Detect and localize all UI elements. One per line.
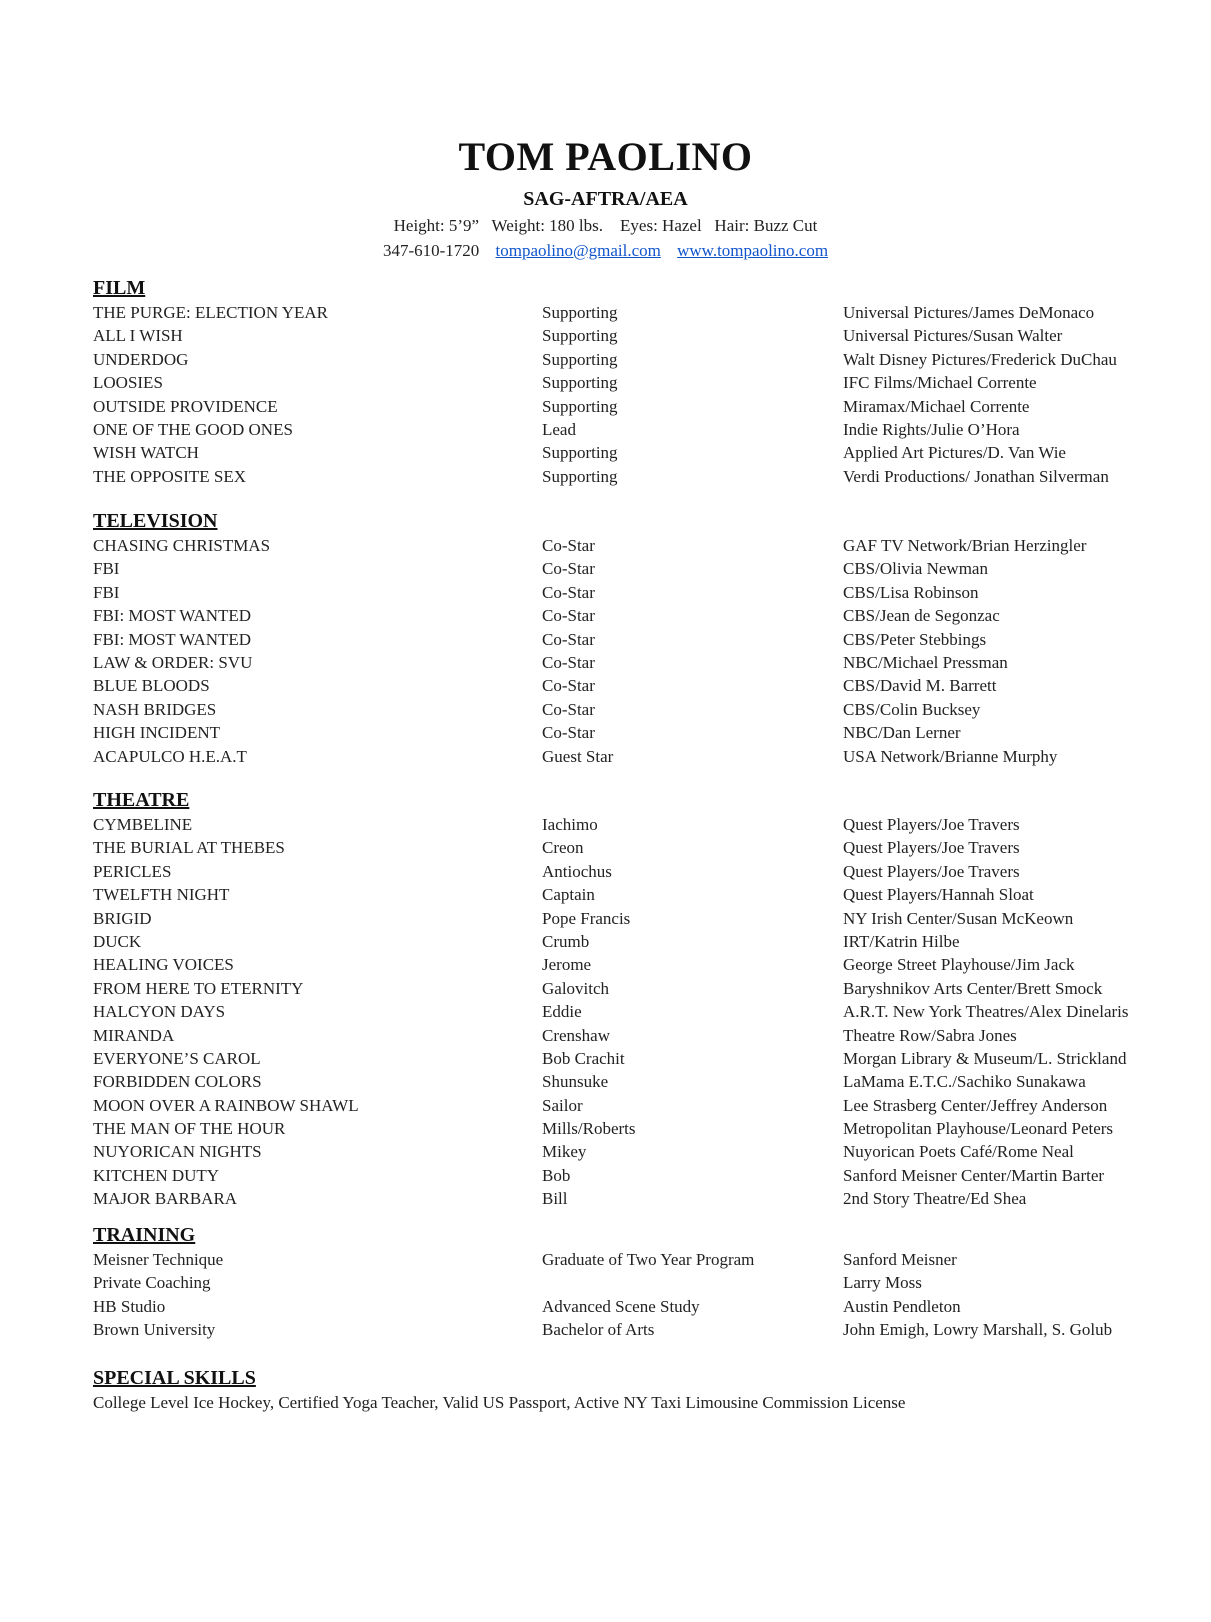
credit-title: MOON OVER A RAINBOW SHAWL bbox=[93, 1095, 359, 1115]
credit-company: CBS/David M. Barrett bbox=[843, 676, 997, 696]
credit-role: Eddie bbox=[542, 1002, 582, 1022]
credit-row bbox=[93, 1248, 1153, 1271]
credit-role: Co-Star bbox=[542, 699, 595, 719]
credit-role: Supporting bbox=[542, 396, 618, 416]
credit-role: Co-Star bbox=[542, 536, 595, 555]
credit-role: Galovitch bbox=[542, 978, 610, 998]
special-skills-section bbox=[93, 1366, 1153, 1415]
credit-row bbox=[93, 813, 1153, 836]
credit-row bbox=[93, 534, 1153, 557]
credit-row bbox=[93, 1271, 1153, 1294]
credit-row bbox=[93, 698, 1153, 721]
credit-role: Shunsuke bbox=[542, 1072, 609, 1092]
credit-company: Quest Players/Hannah Sloat bbox=[843, 885, 1034, 905]
credit-row bbox=[93, 1024, 1153, 1047]
credit-title: FROM HERE TO ETERNITY bbox=[93, 978, 304, 998]
training-section bbox=[93, 1223, 1153, 1342]
credit-title: LOOSIES bbox=[93, 373, 163, 393]
credit-title: BRIGID bbox=[93, 908, 152, 928]
credit-row bbox=[93, 674, 1153, 697]
credit-row bbox=[93, 348, 1153, 371]
credit-company: Metropolitan Playhouse/Leonard Peters bbox=[843, 1119, 1114, 1139]
section-title: TELEVISION bbox=[93, 510, 218, 532]
credit-role: Co-Star bbox=[542, 559, 595, 579]
credit-row bbox=[93, 465, 1153, 488]
credit-role: Co-Star bbox=[542, 723, 595, 743]
credit-company: CBS/Olivia Newman bbox=[843, 559, 988, 579]
phone-number: 347-610-1720 bbox=[382, 241, 480, 260]
credit-title: MAJOR BARBARA bbox=[93, 1189, 238, 1209]
credit-row bbox=[93, 441, 1153, 464]
credit-company: Theatre Row/Sabra Jones bbox=[843, 1025, 1017, 1045]
credit-role: Creon bbox=[542, 838, 584, 858]
credit-title: Brown University bbox=[93, 1320, 216, 1340]
credit-title: HB Studio bbox=[93, 1296, 166, 1316]
credit-row bbox=[93, 301, 1153, 324]
credit-row bbox=[93, 1117, 1153, 1140]
credit-title: OUTSIDE PROVIDENCE bbox=[93, 396, 278, 416]
credit-row bbox=[93, 557, 1153, 580]
credit-company: NBC/Dan Lerner bbox=[843, 723, 961, 743]
credit-title: HEALING VOICES bbox=[93, 955, 234, 975]
credit-row bbox=[93, 930, 1153, 953]
credit-role: Sailor bbox=[542, 1095, 583, 1115]
theatre-section bbox=[93, 788, 1153, 1211]
credit-role: Co-Star bbox=[542, 606, 595, 626]
credit-title: BLUE BLOODS bbox=[93, 676, 210, 696]
credit-company: George Street Playhouse/Jim Jack bbox=[843, 955, 1075, 975]
credit-row bbox=[93, 581, 1153, 604]
credit-title: Private Coaching bbox=[93, 1273, 211, 1293]
credit-role: Lead bbox=[542, 419, 576, 439]
credit-row bbox=[93, 860, 1153, 883]
credit-company: NY Irish Center/Susan McKeown bbox=[843, 908, 1074, 928]
credit-company: Baryshnikov Arts Center/Brett Smock bbox=[843, 978, 1103, 998]
actor-name: TOM PAOLINO bbox=[458, 134, 753, 179]
credit-company: USA Network/Brianne Murphy bbox=[843, 746, 1058, 766]
credit-role: Supporting bbox=[542, 349, 618, 369]
credit-title: HALCYON DAYS bbox=[93, 1002, 226, 1022]
credit-company: Miramax/Michael Corrente bbox=[843, 396, 1030, 416]
credit-row bbox=[93, 1070, 1153, 1093]
credit-title: TWELFTH NIGHT bbox=[93, 885, 230, 905]
credit-company: Lee Strasberg Center/Jeffrey Anderson bbox=[843, 1095, 1108, 1115]
email-link[interactable]: tompaolino@gmail.com bbox=[495, 241, 661, 260]
credit-row bbox=[93, 721, 1153, 744]
credit-role: Advanced Scene Study bbox=[542, 1296, 700, 1316]
credit-role: Supporting bbox=[542, 443, 618, 463]
contact-line bbox=[0, 241, 1211, 261]
credit-role: Crumb bbox=[542, 931, 590, 951]
credit-title: DUCK bbox=[93, 931, 142, 951]
television-section bbox=[93, 509, 1153, 768]
credit-row bbox=[93, 1164, 1153, 1187]
credit-title: THE MAN OF THE HOUR bbox=[93, 1119, 286, 1139]
credit-title: Meisner Technique bbox=[93, 1250, 224, 1269]
credit-company: Sanford Meisner Center/Martin Barter bbox=[843, 1165, 1105, 1185]
credit-role: Captain bbox=[542, 885, 595, 905]
credit-row bbox=[93, 604, 1153, 627]
credit-role: Bachelor of Arts bbox=[542, 1320, 655, 1340]
credit-company: CBS/Colin Bucksey bbox=[843, 699, 981, 719]
credit-company: Quest Players/Joe Travers bbox=[843, 861, 1020, 881]
credit-role: Pope Francis bbox=[542, 908, 631, 928]
credit-row bbox=[93, 907, 1153, 930]
credit-company: Nuyorican Poets Café/Rome Neal bbox=[843, 1142, 1074, 1162]
credit-company: CBS/Lisa Robinson bbox=[843, 582, 979, 602]
credit-role: Mikey bbox=[542, 1142, 587, 1162]
credit-role: Bob Crachit bbox=[542, 1048, 625, 1068]
credit-role: Bill bbox=[542, 1189, 568, 1209]
television-credits bbox=[93, 534, 1153, 768]
credit-company: CBS/Jean de Segonzac bbox=[843, 606, 1000, 626]
credit-title: ONE OF THE GOOD ONES bbox=[93, 419, 293, 439]
credit-role: Supporting bbox=[542, 326, 618, 346]
credit-role: Co-Star bbox=[542, 582, 595, 602]
credit-title: ALL I WISH bbox=[93, 326, 183, 346]
credit-company: NBC/Michael Pressman bbox=[843, 652, 1008, 672]
credit-company: John Emigh, Lowry Marshall, S. Golub bbox=[843, 1320, 1113, 1340]
credit-title: FBI bbox=[93, 582, 120, 602]
credit-title: CHASING CHRISTMAS bbox=[93, 536, 271, 555]
credit-title: LAW & ORDER: SVU bbox=[93, 652, 253, 672]
credit-company: Morgan Library & Museum/L. Strickland bbox=[843, 1048, 1127, 1068]
credit-role: Guest Star bbox=[542, 746, 614, 766]
credit-role: Antiochus bbox=[542, 861, 612, 881]
credit-title: THE PURGE: ELECTION YEAR bbox=[93, 303, 328, 322]
credit-role: Crenshaw bbox=[542, 1025, 610, 1045]
credit-company: Quest Players/Joe Travers bbox=[843, 815, 1020, 834]
credit-title: NUYORICAN NIGHTS bbox=[93, 1142, 262, 1162]
credit-title: UNDERDOG bbox=[93, 349, 189, 369]
credit-row bbox=[93, 883, 1153, 906]
physical-stats: Height: 5’9” Weight: 180 lbs. Eyes: Hazel Hair: Buzz Cut bbox=[393, 216, 818, 235]
credit-role: Graduate of Two Year Program bbox=[542, 1250, 755, 1269]
credit-title: ACAPULCO H.E.A.T bbox=[93, 746, 247, 766]
credit-row bbox=[93, 1094, 1153, 1117]
credit-role: Mills/Roberts bbox=[542, 1119, 636, 1139]
credit-role: Bob bbox=[542, 1165, 571, 1185]
credit-company: Walt Disney Pictures/Frederick DuChau bbox=[843, 349, 1117, 369]
credit-company: Austin Pendleton bbox=[843, 1296, 961, 1316]
credit-role: Supporting bbox=[542, 466, 618, 486]
credit-row bbox=[93, 324, 1153, 347]
credit-title: PERICLES bbox=[93, 861, 172, 881]
section-title: FILM bbox=[93, 277, 146, 299]
credit-role: Iachimo bbox=[542, 815, 598, 834]
credit-title: HIGH INCIDENT bbox=[93, 723, 221, 743]
credit-row bbox=[93, 1187, 1153, 1210]
credit-row bbox=[93, 418, 1153, 441]
credit-title: THE BURIAL AT THEBES bbox=[93, 838, 285, 858]
credit-title: FBI: MOST WANTED bbox=[93, 606, 252, 626]
section-title: TRAINING bbox=[93, 1224, 196, 1246]
film-section bbox=[93, 276, 1153, 488]
credit-role: Supporting bbox=[542, 373, 618, 393]
credit-company: IFC Films/Michael Corrente bbox=[843, 373, 1037, 393]
credit-row bbox=[93, 953, 1153, 976]
union-affiliation: SAG-AFTRA/AEA bbox=[523, 188, 688, 210]
section-title: THEATRE bbox=[93, 789, 190, 811]
credit-row bbox=[93, 628, 1153, 651]
credit-row bbox=[93, 371, 1153, 394]
film-credits bbox=[93, 301, 1153, 488]
credit-company: Larry Moss bbox=[843, 1273, 922, 1293]
credit-row bbox=[93, 977, 1153, 1000]
credit-row bbox=[93, 651, 1153, 674]
credit-company: Quest Players/Joe Travers bbox=[843, 838, 1020, 858]
credit-title: FBI bbox=[93, 559, 120, 579]
credit-company: Indie Rights/Julie O’Hora bbox=[843, 419, 1020, 439]
credit-row bbox=[93, 1047, 1153, 1070]
credit-company: Universal Pictures/Susan Walter bbox=[843, 326, 1063, 346]
credit-title: CYMBELINE bbox=[93, 815, 193, 834]
credit-row bbox=[93, 836, 1153, 859]
credit-company: CBS/Peter Stebbings bbox=[843, 629, 987, 649]
credit-company: Sanford Meisner bbox=[843, 1250, 957, 1269]
credit-company: IRT/Katrin Hilbe bbox=[843, 931, 960, 951]
theatre-credits bbox=[93, 813, 1153, 1211]
website-link[interactable]: www.tompaolino.com bbox=[677, 241, 829, 260]
credit-title: KITCHEN DUTY bbox=[93, 1165, 220, 1185]
credit-company: A.R.T. New York Theatres/Alex Dinelaris bbox=[843, 1002, 1129, 1022]
credit-company: Applied Art Pictures/D. Van Wie bbox=[843, 443, 1066, 463]
credit-title: FBI: MOST WANTED bbox=[93, 629, 252, 649]
credit-row bbox=[93, 1295, 1153, 1318]
credit-company: LaMama E.T.C./Sachiko Sunakawa bbox=[843, 1072, 1086, 1092]
credit-title: MIRANDA bbox=[93, 1025, 175, 1045]
credit-company: GAF TV Network/Brian Herzingler bbox=[843, 536, 1087, 555]
skills-text: College Level Ice Hockey, Certified Yoga Teacher, Valid US Passport, Active NY Taxi Limousine Commission License bbox=[93, 1393, 906, 1412]
section-title: SPECIAL SKILLS bbox=[93, 1367, 256, 1389]
credit-title: EVERYONE’S CAROL bbox=[93, 1048, 261, 1068]
credit-role: Co-Star bbox=[542, 676, 595, 696]
credit-role: Co-Star bbox=[542, 629, 595, 649]
credit-role: Jerome bbox=[542, 955, 592, 975]
credit-role: Supporting bbox=[542, 303, 618, 322]
credit-row bbox=[93, 745, 1153, 768]
credit-title: FORBIDDEN COLORS bbox=[93, 1072, 262, 1092]
credit-company: Verdi Productions/ Jonathan Silverman bbox=[843, 466, 1109, 486]
credit-row bbox=[93, 395, 1153, 418]
credit-title: NASH BRIDGES bbox=[93, 699, 217, 719]
credit-title: THE OPPOSITE SEX bbox=[93, 466, 247, 486]
credit-row bbox=[93, 1000, 1153, 1023]
credit-row bbox=[93, 1140, 1153, 1163]
training-list bbox=[93, 1248, 1153, 1342]
credit-company: 2nd Story Theatre/Ed Shea bbox=[843, 1189, 1027, 1209]
credit-role: Co-Star bbox=[542, 652, 595, 672]
credit-row bbox=[93, 1318, 1153, 1341]
credit-company: Universal Pictures/James DeMonaco bbox=[843, 303, 1095, 322]
credit-title: WISH WATCH bbox=[93, 443, 199, 463]
